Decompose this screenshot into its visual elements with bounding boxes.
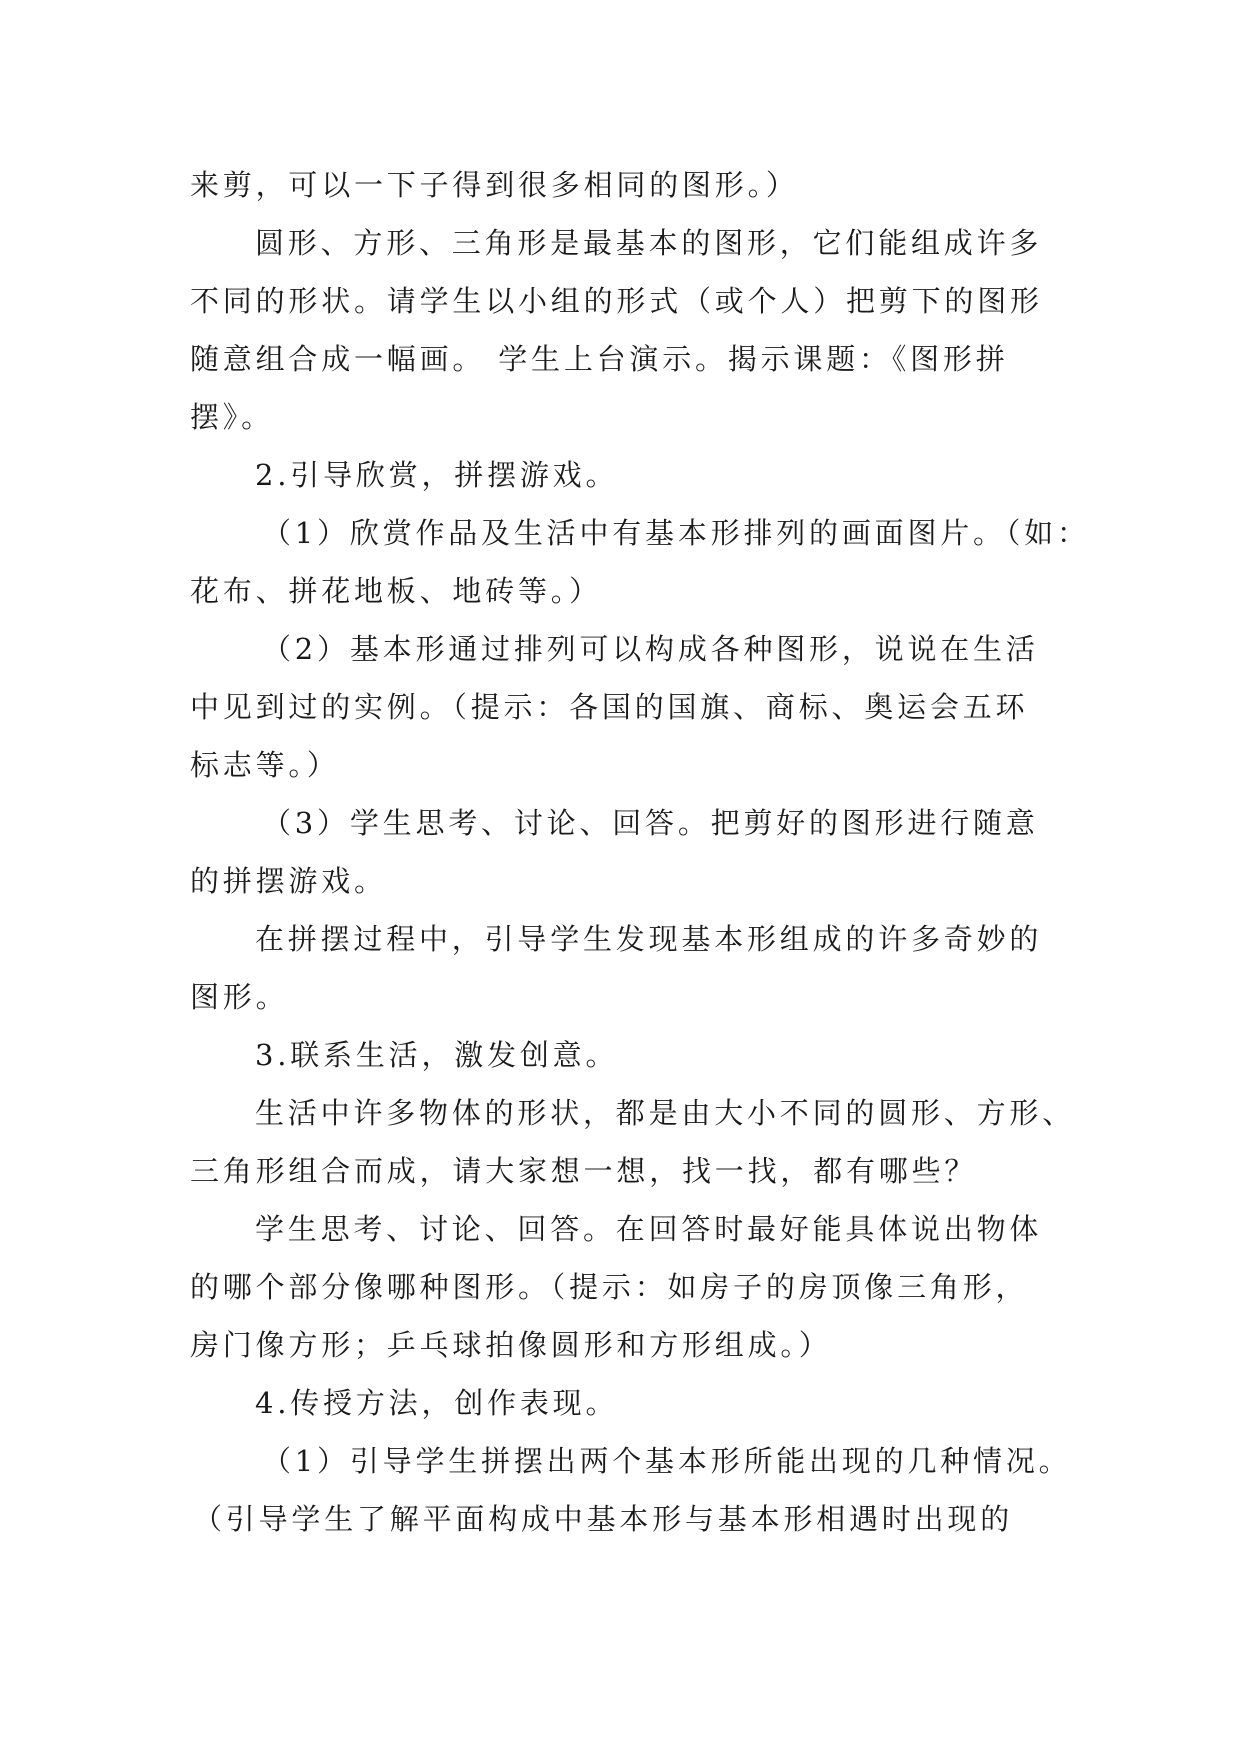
list-item: （1）欣赏作品及生活中有基本形排列的画面图片。（如： [262, 516, 1090, 550]
list-item: （2）基本形通过排列可以构成各种图形，说说在生活 [262, 632, 1039, 666]
text-line: 花布、拼花地板、地砖等。） [190, 574, 602, 608]
text-line: 房门像方形；乒乓球拍像圆形和方形组成。） [190, 1328, 832, 1362]
paragraph-line: 生活中许多物体的形状，都是由大小不同的圆形、方形、 [255, 1096, 1076, 1130]
list-item: （3）学生思考、讨论、回答。把剪好的图形进行随意 [262, 806, 1039, 840]
text-line: 三角形组合而成，请大家想一想，找一找，都有哪些？ [190, 1154, 978, 1188]
text-line: 的拼摆游戏。 [190, 864, 387, 898]
text-line: 来剪，可以一下子得到很多相同的图形。） [190, 168, 799, 202]
text-line: 的哪个部分像哪种图形。（提示：如房子的房顶像三角形， [190, 1270, 1029, 1304]
list-item: （1）引导学生拼摆出两个基本形所能出现的几种情况。 [262, 1444, 1072, 1478]
text-line: 随意组合成一幅画。 学生上台演示。揭示课题：《图形拼 [190, 342, 1009, 376]
section-heading: 2.引导欣赏，拼摆游戏。 [255, 458, 619, 492]
text-line: 中见到过的实例。（提示：各国的国旗、商标、奥运会五环 [190, 690, 1029, 724]
text-line: 图形。 [190, 980, 289, 1014]
paragraph-line: 在拼摆过程中，引导学生发现基本形组成的许多奇妙的 [255, 922, 1043, 956]
text-line: 摆》。 [190, 400, 274, 434]
paragraph-line: 学生思考、讨论、回答。在回答时最好能具体说出物体 [255, 1212, 1043, 1246]
paragraph-line: 圆形、方形、三角形是最基本的图形，它们能组成许多 [255, 226, 1043, 260]
text-line: （引导学生了解平面构成中基本形与基本形相遇时出现的 [193, 1502, 1014, 1536]
section-heading: 4.传授方法，创作表现。 [255, 1386, 619, 1420]
text-line: 标志等。） [190, 748, 340, 782]
text-line: 不同的形状。请学生以小组的形式（或个人）把剪下的图形 [190, 284, 1043, 318]
section-heading: 3.联系生活，激发创意。 [255, 1038, 619, 1072]
